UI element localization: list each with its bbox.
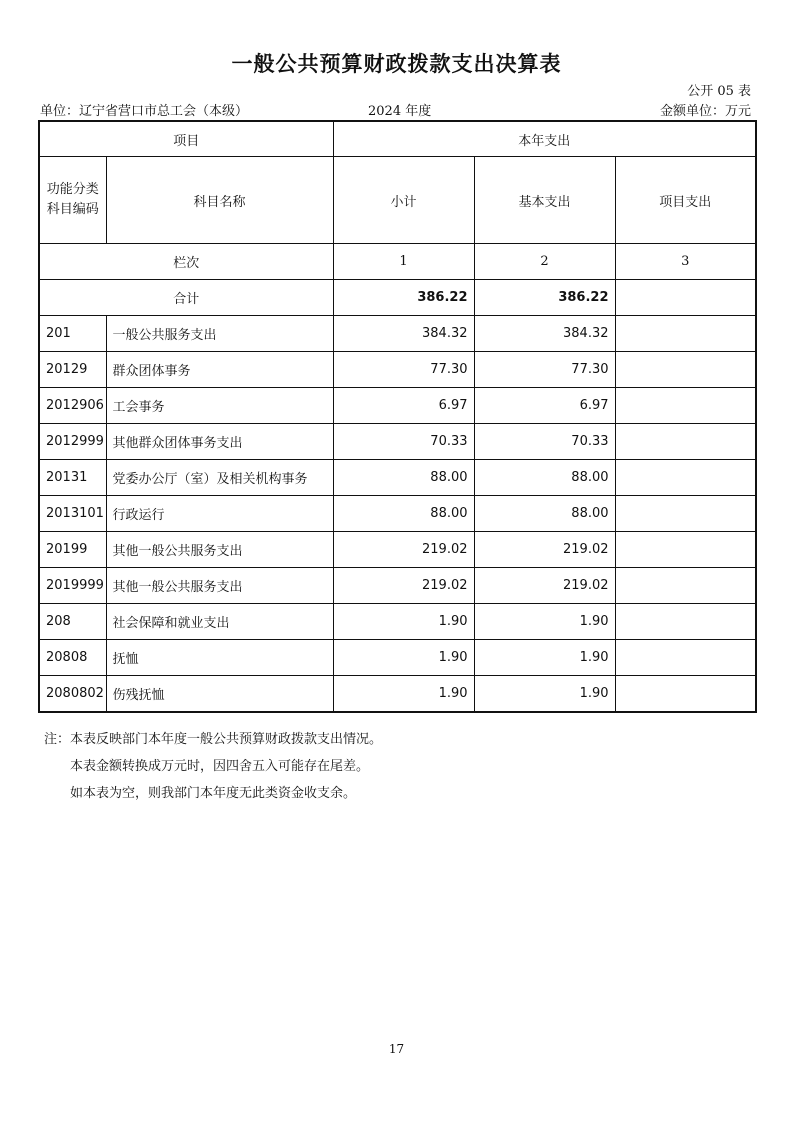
- row-basic: 219.02: [474, 568, 615, 604]
- row-subtotal: 6.97: [333, 388, 474, 424]
- row-subject-name: 其他群众团体事务支出: [106, 424, 333, 460]
- row-subtotal: 88.00: [333, 496, 474, 532]
- column-no-2: 2: [474, 244, 615, 280]
- table-header: [39, 121, 756, 316]
- row-subject-name: 伤残抚恤: [106, 676, 333, 713]
- row-code: 20129: [39, 352, 106, 388]
- total-project: [615, 280, 756, 316]
- row-code: 2013101: [39, 496, 106, 532]
- table-row: [39, 388, 756, 424]
- row-code: 208: [39, 604, 106, 640]
- money-unit: 金额单位：万元: [659, 104, 751, 119]
- header-subtotal: 小计: [333, 157, 474, 244]
- row-basic: 219.02: [474, 532, 615, 568]
- notes: [44, 726, 382, 807]
- table-row: [39, 532, 756, 568]
- row-subtotal: 219.02: [333, 568, 474, 604]
- row-code: 2012999: [39, 424, 106, 460]
- row-subtotal: 77.30: [333, 352, 474, 388]
- row-code: 20131: [39, 460, 106, 496]
- row-project: [615, 496, 756, 532]
- note-line: 本表金额转换成万元时，因四舍五入可能存在尾差。: [70, 759, 370, 774]
- row-subject-name: 抚恤: [106, 640, 333, 676]
- row-basic: 88.00: [474, 460, 615, 496]
- table-row: [39, 316, 756, 352]
- row-basic: 77.30: [474, 352, 615, 388]
- header-project-expense: 项目支出: [615, 157, 756, 244]
- row-code: 2080802: [39, 676, 106, 713]
- row-code: 20199: [39, 532, 106, 568]
- row-subject-name: 一般公共服务支出: [106, 316, 333, 352]
- header-project: 项目: [39, 121, 333, 157]
- form-number: 公开 05 表: [687, 84, 751, 99]
- row-subject-name: 其他一般公共服务支出: [106, 532, 333, 568]
- column-no-3: 3: [615, 244, 756, 280]
- row-project: [615, 460, 756, 496]
- page-number: 17: [388, 1042, 405, 1056]
- row-subject-name: 群众团体事务: [106, 352, 333, 388]
- row-code: 2012906: [39, 388, 106, 424]
- row-subtotal: 1.90: [333, 604, 474, 640]
- row-subtotal: 88.00: [333, 460, 474, 496]
- row-subject-name: 党委办公厅（室）及相关机构事务: [106, 460, 333, 496]
- row-subject-name: 社会保障和就业支出: [106, 604, 333, 640]
- total-basic: 386.22: [474, 280, 615, 316]
- header-basic: 基本支出: [474, 157, 615, 244]
- row-subtotal: 219.02: [333, 532, 474, 568]
- row-basic: 6.97: [474, 388, 615, 424]
- table-row: [39, 424, 756, 460]
- table-row: [39, 604, 756, 640]
- row-code: 201: [39, 316, 106, 352]
- row-subject-name: 工会事务: [106, 388, 333, 424]
- row-project: [615, 424, 756, 460]
- total-row: [39, 280, 756, 316]
- row-basic: 384.32: [474, 316, 615, 352]
- row-project: [615, 568, 756, 604]
- row-project: [615, 388, 756, 424]
- header-current-year-expense: 本年支出: [333, 121, 756, 157]
- row-subject-name: 其他一般公共服务支出: [106, 568, 333, 604]
- header-column-no: 栏次: [39, 244, 333, 280]
- row-code: 2019999: [39, 568, 106, 604]
- unit-label: 单位：辽宁省营口市总工会（本级）: [40, 104, 249, 119]
- table-row: [39, 676, 756, 713]
- column-no-1: 1: [333, 244, 474, 280]
- table-row: [39, 352, 756, 388]
- table-row: [39, 460, 756, 496]
- row-project: [615, 352, 756, 388]
- header-subject-name: 科目名称: [106, 157, 333, 244]
- row-subtotal: 384.32: [333, 316, 474, 352]
- row-project: [615, 604, 756, 640]
- note-line: 如本表为空，则我部门本年度无此类资金收支余。: [70, 786, 357, 801]
- row-code: 20808: [39, 640, 106, 676]
- expense-table: [38, 120, 757, 713]
- header-func-code: 功能分类科目编码: [39, 157, 106, 244]
- note-line: 注：本表反映部门本年度一般公共预算财政拨款支出情况。: [44, 732, 383, 747]
- row-project: [615, 676, 756, 713]
- row-basic: 70.33: [474, 424, 615, 460]
- total-label: 合计: [39, 280, 333, 316]
- row-subject-name: 行政运行: [106, 496, 333, 532]
- table-row: [39, 568, 756, 604]
- row-project: [615, 316, 756, 352]
- table-row: [39, 640, 756, 676]
- fiscal-year: 2024 年度: [368, 104, 432, 119]
- total-subtotal: 386.22: [333, 280, 474, 316]
- row-subtotal: 70.33: [333, 424, 474, 460]
- row-basic: 1.90: [474, 640, 615, 676]
- report-title: 一般公共预算财政拨款支出决算表: [231, 52, 562, 76]
- table-row: [39, 496, 756, 532]
- row-subtotal: 1.90: [333, 640, 474, 676]
- row-basic: 1.90: [474, 676, 615, 713]
- row-project: [615, 640, 756, 676]
- row-basic: 88.00: [474, 496, 615, 532]
- table-body: [39, 316, 756, 713]
- row-project: [615, 532, 756, 568]
- row-subtotal: 1.90: [333, 676, 474, 713]
- row-basic: 1.90: [474, 604, 615, 640]
